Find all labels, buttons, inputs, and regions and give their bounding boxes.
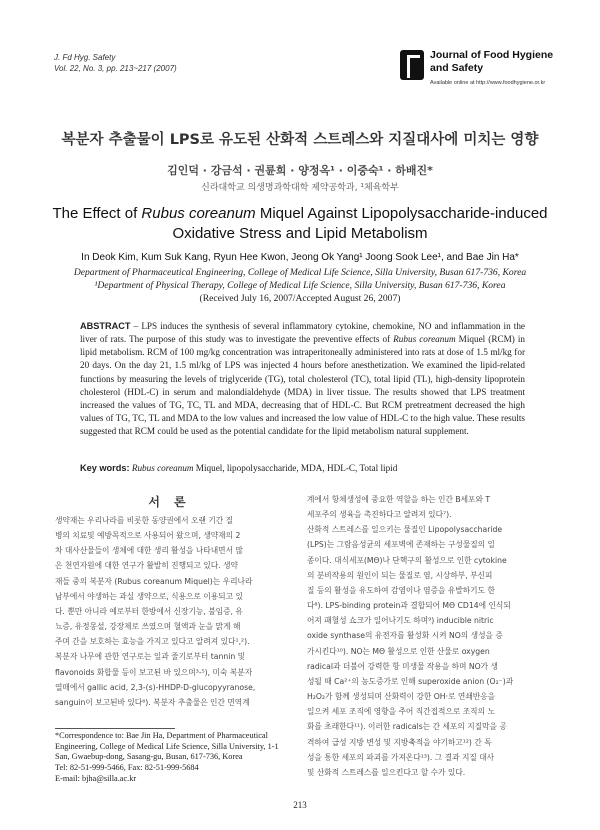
footnote-line: *Correspondence to: Bae Jin Ha, Department of Pharmaceutical	[55, 731, 268, 740]
logo-url: Available online at http://www.foodhygiene.or.kr	[430, 80, 546, 86]
keywords: Key words: Rubus coreanum Miquel, lipopolysaccharide, MDA, HDL-C, Total lipid	[80, 463, 398, 473]
body-left-column	[55, 513, 293, 710]
text-line: flavonoids 화합물 등이 보고된 바 있으며³-⁵), 미숙 복분자	[55, 667, 253, 677]
footnote-email: E-mail: bjha@silla.ac.kr	[55, 773, 137, 783]
text-line: 계에서 항체생성에 중요한 역할을 하는 인간 B세포와 T	[307, 495, 491, 504]
text-line: 종이다. 대식세포(MΘ)나 단핵구의 활성으로 인한 cytokine	[307, 555, 507, 565]
affiliation-2: ¹Department of Physical Therapy, College of Medical Life Science, Silla University, Busan 617-736, Korea	[94, 280, 506, 291]
footnote-divider	[55, 728, 175, 729]
footnote-line: San, Gwaebup-dong, Sasang-gu, Busan, 617-736, Korea	[55, 752, 243, 762]
text-line: 세포주의 생육을 촉진하다고 알려져 있다⁷).	[307, 510, 452, 520]
text-line: 남부에서 야생하는 과실 생약으로, 식용으로 이용되고 있	[55, 591, 243, 601]
text-line: oxide synthase의 유전자를 활성화 시켜 NO의 생성을 증	[307, 631, 503, 641]
text-line: 다. 뿐만 아니라 예로부터 한방에서 신장기능, 불임증, 유	[55, 606, 243, 616]
text-line: 의 분비작용의 원인이 되는 물질로 염, 시상하부, 부신피	[307, 570, 493, 580]
text-line: 산화적 스트레스를 일으키는 물질인 Lipopolysaccharide	[307, 525, 503, 535]
text-line: 화를 초래한다¹¹). 이러한 radicals는 간 세포의 지질막을 공	[307, 722, 507, 732]
text-line: 병의 치료및 예방목적으로 사용되어 왔으며, 생약재의 2	[55, 531, 241, 541]
text-line: radical과 더불어 강력한 항 미생물 작용을 하며 NO가 생	[307, 661, 498, 671]
text-line: 차 대사산물들이 생체에 대한 생리 활성을 나타내면서 많	[55, 546, 243, 556]
correspondence-footnote	[55, 731, 295, 785]
section-title: 서론	[148, 495, 200, 509]
journal-logo	[400, 49, 570, 97]
text-line: 및 산화적 스트레스를 일으킨다고 할 수가 있다.	[307, 767, 466, 777]
page-number: 213	[293, 800, 307, 810]
abstract-label: ABSTRACT	[80, 321, 131, 331]
text-line: 열매에서 gallic acid, 2,3-(s)-HHDP-D-glucopyyranose,	[55, 682, 256, 692]
text-line: 질 등의 활성을 유도하여 감염이나 염증을 유발하기도 한	[307, 585, 495, 595]
english-affiliations	[0, 266, 600, 305]
korean-affiliation: 신라대학교 의생명과학대학 제약공학과, ¹체육학부	[201, 183, 399, 193]
abstract: ABSTRACT – LPS induces the synthesis of several inflammatory cytokine, chemokine, NO and inflammation in the liver of rats. The purpose of this study was to investigate the preventive effects of Rubus coreanum Miquel (RCM) in lipid metabolism. RCM of 100 mg/kg concentration was intraperitoneally administered into rats at dose of 1.5 ml/kg for 20 days. On the day 21, 1.5 ml/kg of LPS was injected 4 hours before anesthetization. We examined the lipid-related functions by measuring the levels of triglyceride (TG), total cholesterol (TC), total lipid (TL), high-density lipoprotein cholesterol (HDL-C) in serum and malondialdehyde (MDA) in liver tissue. The results showed that LPS treatment increased the values of TG, TC, TL and MDA, decreasing that of HDL-C. But RCM pretreatment decreased the high values of TG, TC, TL and MDA to the low values and increased the low value of HDL-C to the high value. These results suggested that RCM could be used as the potential candidate for the lipid metabolism natural supplement.	[80, 321, 526, 437]
journal-logo-icon	[400, 50, 424, 80]
text-line: 가시킨다¹⁰). NO는 MΘ 활성으로 인한 산물로 oxygen	[307, 646, 490, 656]
text-line: 성될 때 Ca²⁺의 농도증가로 인해 superoxide anion (O₂⁻)과	[307, 676, 514, 686]
korean-authors: 김인덕 · 강금석 · 권륜희 · 양정옥¹ · 이중숙¹ · 하배진*	[167, 164, 433, 177]
keywords-label: Key words:	[80, 463, 130, 473]
text-line: 생약재는 우리나라를 비롯한 동양권에서 오랜 기간 질	[55, 516, 234, 525]
text-line: 어져 패혈성 쇼크가 일어나기도 하며⁹) inducible nitric	[307, 616, 494, 626]
text-line: 격하여 급성 지방 변성 및 지방축적을 야기하고¹²) 간 독	[307, 737, 492, 747]
text-line: 재들 중의 복분자 (Rubus coreanum Miquel)는 우리나라	[55, 576, 253, 586]
text-line: 성을 통한 세포의 파괴를 가져온다¹³). 그 결과 지질 대사	[307, 752, 495, 762]
text-line: 은 천연자원에 대한 연구가 활발히 진행되고 있다. 생약	[55, 561, 238, 571]
journal-volume: Vol. 22, No. 3, pp. 213~217 (2007)	[54, 64, 177, 73]
english-authors: In Deok Kim, Kum Suk Kang, Ryun Hee Kwon, Jeong Ok Yang¹ Joong Sook Lee¹, and Bae Jin Ha*	[81, 252, 519, 263]
journal-reference	[54, 52, 177, 74]
logo-name: Journal of Food Hygiene and Safety	[430, 49, 554, 74]
text-line: 일으켜 세포 조직에 영향을 주어 직간접적으로 조직의 노	[307, 707, 495, 717]
text-line: 뇨증, 유정몽설, 강장제로 쓰였으며 혈액과 눈을 맑게 해	[55, 622, 241, 632]
text-line: 다⁸). LPS-binding protein과 결합되어 MΘ CD14에 인식되	[307, 601, 511, 611]
affiliation-1: Department of Pharmaceutical Engineering, College of Medical Life Science, Silla University, Busan 617-736, Korea	[73, 267, 527, 278]
english-title: The Effect of Rubus coreanum Miquel Against Lipopolysaccharide-induced Oxidative Stress and Lipid Metabolism	[52, 205, 548, 242]
species-name: Rubus coreanum	[141, 205, 256, 222]
korean-title: 복분자 추출물이 LPS로 유도된 산화적 스트레스와 지질대사에 미치는 영향	[61, 132, 539, 148]
footnote-line: Tel: 82-51-999-5466, Fax: 82-51-999-5684	[55, 763, 199, 773]
text-line: 주며 간을 보호하는 효능을 가지고 있다고 알려져 있다¹,²).	[55, 637, 250, 647]
text-line: sanguin이 보고된바 있다⁶). 복분자 추출물은 인간 면역계	[55, 697, 250, 707]
text-line: H₂O₂가 함께 생성되며 산화력이 강한 OH·로 연쇄반응을	[307, 692, 496, 702]
body-right-column	[307, 492, 547, 780]
received-dates: (Received July 16, 2007/Accepted August 26, 2007)	[199, 293, 401, 304]
journal-name: J. Fd Hyg. Safety	[54, 53, 116, 62]
footnote-line: Engineering, College of Medical Life Science, Silla University, 1-1	[55, 741, 279, 751]
text-line: (LPS)는 그람음성균의 세포벽에 존재하는 구성물질의 일	[307, 540, 495, 550]
text-line: 복분자 나무에 관한 연구로는 잎과 줄기로부터 tannin 및	[55, 652, 246, 662]
